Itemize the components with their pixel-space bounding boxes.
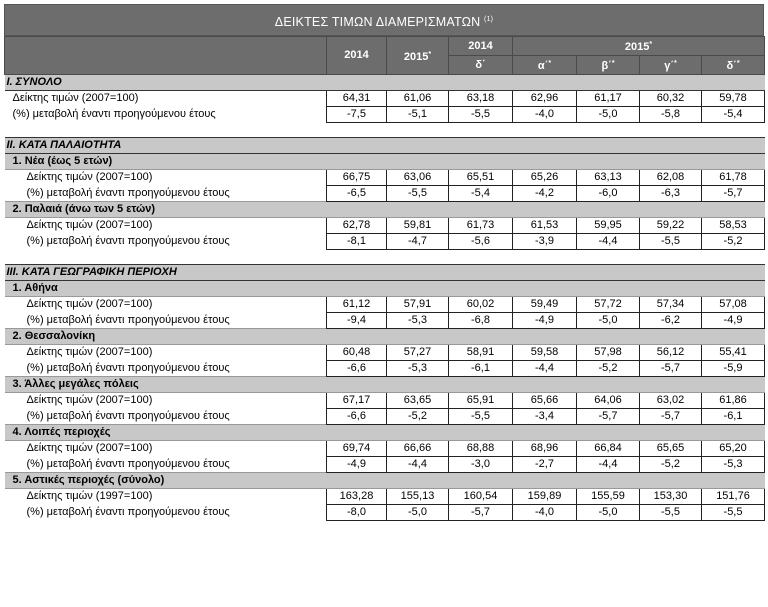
price-index-table-container bbox=[4, 4, 764, 521]
cell: -5,0 bbox=[577, 107, 640, 123]
cell: -5,7 bbox=[577, 409, 640, 425]
spacer-row bbox=[5, 250, 765, 265]
row-label: (%) μεταβολή έναντι προηγούμενου έτους bbox=[26, 235, 230, 247]
cell: -5,3 bbox=[702, 457, 765, 473]
cell: -8,0 bbox=[327, 505, 387, 521]
cell: -5,9 bbox=[702, 361, 765, 377]
subsection-title: 4. Λοιπές περιοχές bbox=[5, 425, 765, 441]
cell: -5,0 bbox=[577, 313, 640, 329]
cell: 58,53 bbox=[702, 218, 765, 234]
cell: -7,5 bbox=[327, 107, 387, 123]
header-group-2015: 2015* bbox=[513, 37, 765, 56]
cell: -4,4 bbox=[577, 234, 640, 250]
cell: 57,91 bbox=[387, 297, 449, 313]
cell: 61,12 bbox=[327, 297, 387, 313]
cell: -5,6 bbox=[449, 234, 513, 250]
header-col-2015: 2015* bbox=[387, 37, 449, 75]
row-label: Δείκτης τιμών (2007=100) bbox=[26, 171, 153, 184]
cell: 61,17 bbox=[577, 91, 640, 107]
row-label: (%) μεταβολή έναντι προηγούμενου έτους bbox=[26, 361, 230, 374]
cell: -5,7 bbox=[449, 505, 513, 521]
cell: 63,13 bbox=[577, 170, 640, 186]
cell: 59,95 bbox=[577, 218, 640, 234]
spacer-row bbox=[5, 123, 765, 138]
cell: 58,91 bbox=[449, 345, 513, 361]
header-col-2014-q4-year: 2014 bbox=[449, 37, 513, 56]
cell: 66,66 bbox=[387, 441, 449, 457]
cell: -6,6 bbox=[327, 409, 387, 425]
cell: 62,96 bbox=[513, 91, 577, 107]
cell: 63,06 bbox=[387, 170, 449, 186]
cell: -9,4 bbox=[327, 313, 387, 329]
cell: 61,53 bbox=[513, 218, 577, 234]
subsection-old bbox=[5, 202, 765, 218]
cell: 62,08 bbox=[640, 170, 702, 186]
table-row bbox=[5, 107, 765, 123]
table-row bbox=[5, 170, 765, 186]
row-label: Δείκτης τιμών (2007=100) bbox=[12, 92, 139, 105]
subsection-title: 1. Αθήνα bbox=[5, 281, 765, 297]
row-label: (%) μεταβολή έναντι προηγούμενου έτους bbox=[26, 457, 230, 470]
table-title bbox=[4, 4, 764, 36]
row-label: Δείκτης τιμών (2007=100) bbox=[26, 298, 153, 311]
cell: 65,66 bbox=[513, 393, 577, 409]
cell: -4,7 bbox=[387, 234, 449, 250]
section-total bbox=[5, 75, 765, 91]
row-label: (%) μεταβολή έναντι προηγούμενου έτους bbox=[26, 313, 230, 326]
table-row bbox=[5, 234, 765, 250]
cell: 159,89 bbox=[513, 489, 577, 505]
cell: 69,74 bbox=[327, 441, 387, 457]
row-label: (%) μεταβολή έναντι προηγούμενου έτους bbox=[12, 108, 216, 120]
table-row bbox=[5, 91, 765, 107]
section-by-region bbox=[5, 265, 765, 281]
cell: -4,9 bbox=[327, 457, 387, 473]
subsection-other-regions bbox=[5, 425, 765, 441]
cell: 155,59 bbox=[577, 489, 640, 505]
row-label: Δείκτης τιμών (2007=100) bbox=[26, 442, 153, 455]
subsection-title: 3. Άλλες μεγάλες πόλεις bbox=[5, 377, 765, 393]
cell: 63,65 bbox=[387, 393, 449, 409]
cell: -4,9 bbox=[702, 313, 765, 329]
cell: -5,0 bbox=[387, 505, 449, 521]
row-label: Δείκτης τιμών (1997=100) bbox=[26, 490, 153, 503]
header-col-q2: β΄* bbox=[577, 56, 640, 75]
cell: 151,76 bbox=[702, 489, 765, 505]
cell: -5,4 bbox=[449, 186, 513, 202]
header-col-q4: δ΄* bbox=[702, 56, 765, 75]
row-label: Δείκτης τιμών (2007=100) bbox=[26, 346, 153, 359]
cell: 61,78 bbox=[702, 170, 765, 186]
header-col-2014-q4: δ΄ bbox=[449, 56, 513, 75]
cell: 63,18 bbox=[449, 91, 513, 107]
header-label-column bbox=[5, 37, 327, 75]
price-index-table bbox=[4, 36, 765, 521]
cell: 68,88 bbox=[449, 441, 513, 457]
section-by-age bbox=[5, 138, 765, 154]
table-row bbox=[5, 218, 765, 234]
table-row bbox=[5, 457, 765, 473]
cell: -5,5 bbox=[449, 409, 513, 425]
cell: 59,49 bbox=[513, 297, 577, 313]
table-row bbox=[5, 409, 765, 425]
cell: -5,2 bbox=[387, 409, 449, 425]
cell: -4,9 bbox=[513, 313, 577, 329]
cell: 163,28 bbox=[327, 489, 387, 505]
cell: 64,06 bbox=[577, 393, 640, 409]
cell: 57,98 bbox=[577, 345, 640, 361]
row-label: (%) μεταβολή έναντι προηγούμενου έτους bbox=[26, 409, 230, 422]
cell: 153,30 bbox=[640, 489, 702, 505]
cell: -5,3 bbox=[387, 361, 449, 377]
cell: 65,51 bbox=[449, 170, 513, 186]
header-col-2014: 2014 bbox=[327, 37, 387, 75]
cell: 66,75 bbox=[327, 170, 387, 186]
cell: 56,12 bbox=[640, 345, 702, 361]
cell: 57,72 bbox=[577, 297, 640, 313]
cell: -4,2 bbox=[513, 186, 577, 202]
table-row bbox=[5, 186, 765, 202]
cell: 65,26 bbox=[513, 170, 577, 186]
cell: 65,65 bbox=[640, 441, 702, 457]
cell: 160,54 bbox=[449, 489, 513, 505]
cell: -8,1 bbox=[327, 234, 387, 250]
cell: -5,7 bbox=[640, 409, 702, 425]
cell: -4,0 bbox=[513, 505, 577, 521]
cell: -4,4 bbox=[513, 361, 577, 377]
cell: 57,08 bbox=[702, 297, 765, 313]
cell: -6,3 bbox=[640, 186, 702, 202]
table-row bbox=[5, 361, 765, 377]
cell: 60,02 bbox=[449, 297, 513, 313]
row-label: Δείκτης τιμών (2007=100) bbox=[26, 394, 153, 407]
cell: -6,0 bbox=[577, 186, 640, 202]
cell: 61,73 bbox=[449, 218, 513, 234]
cell: 60,48 bbox=[327, 345, 387, 361]
cell: -6,6 bbox=[327, 361, 387, 377]
cell: 67,17 bbox=[327, 393, 387, 409]
cell: 59,78 bbox=[702, 91, 765, 107]
cell: -5,3 bbox=[387, 313, 449, 329]
subsection-title: 1. Νέα (έως 5 ετών) bbox=[5, 154, 765, 170]
cell: -5,2 bbox=[702, 234, 765, 250]
table-row bbox=[5, 297, 765, 313]
subsection-athens bbox=[5, 281, 765, 297]
subsection-title: 2. Παλαιά (άνω των 5 ετών) bbox=[5, 202, 765, 218]
table-row bbox=[5, 345, 765, 361]
cell: -5,2 bbox=[640, 457, 702, 473]
cell: -4,4 bbox=[387, 457, 449, 473]
cell: 59,22 bbox=[640, 218, 702, 234]
subsection-urban-total bbox=[5, 473, 765, 489]
subsection-thessaloniki bbox=[5, 329, 765, 345]
cell: 64,31 bbox=[327, 91, 387, 107]
cell: 57,34 bbox=[640, 297, 702, 313]
cell: -5,1 bbox=[387, 107, 449, 123]
cell: 63,02 bbox=[640, 393, 702, 409]
table-row bbox=[5, 441, 765, 457]
cell: 57,27 bbox=[387, 345, 449, 361]
cell: -4,4 bbox=[577, 457, 640, 473]
cell: -5,5 bbox=[449, 107, 513, 123]
cell: -4,0 bbox=[513, 107, 577, 123]
cell: 65,20 bbox=[702, 441, 765, 457]
subsection-title: 2. Θεσσαλονίκη bbox=[5, 329, 765, 345]
row-label: Δείκτης τιμών (2007=100) bbox=[26, 219, 153, 232]
section-title: II. ΚΑΤΑ ΠΑΛΑΙΟΤΗΤΑ bbox=[5, 138, 765, 154]
header-col-q1: α΄* bbox=[513, 56, 577, 75]
row-label: (%) μεταβολή έναντι προηγούμενου έτους bbox=[26, 506, 230, 518]
row-label: (%) μεταβολή έναντι προηγούμενου έτους bbox=[26, 186, 230, 199]
section-title: I. ΣΥΝΟΛΟ bbox=[5, 75, 765, 91]
cell: -3,9 bbox=[513, 234, 577, 250]
cell: -3,0 bbox=[449, 457, 513, 473]
cell: -5,5 bbox=[640, 505, 702, 521]
cell: 155,13 bbox=[387, 489, 449, 505]
cell: 59,81 bbox=[387, 218, 449, 234]
cell: -5,0 bbox=[577, 505, 640, 521]
cell: -5,2 bbox=[577, 361, 640, 377]
cell: 66,84 bbox=[577, 441, 640, 457]
cell: 62,78 bbox=[327, 218, 387, 234]
cell: 59,58 bbox=[513, 345, 577, 361]
cell: 55,41 bbox=[702, 345, 765, 361]
cell: 65,91 bbox=[449, 393, 513, 409]
cell: 61,06 bbox=[387, 91, 449, 107]
cell: -5,5 bbox=[387, 186, 449, 202]
cell: 68,96 bbox=[513, 441, 577, 457]
cell: -6,1 bbox=[702, 409, 765, 425]
table-title-footnote: (1) bbox=[484, 16, 494, 23]
cell: 61,86 bbox=[702, 393, 765, 409]
table-row bbox=[5, 489, 765, 505]
cell: -5,5 bbox=[640, 234, 702, 250]
cell: 60,32 bbox=[640, 91, 702, 107]
header-row-top bbox=[5, 37, 765, 56]
cell: -3,4 bbox=[513, 409, 577, 425]
table-title-text: ΔΕΙΚΤΕΣ ΤΙΜΩΝ ΔΙΑΜΕΡΙΣΜΑΤΩΝ bbox=[274, 15, 481, 29]
cell: -5,4 bbox=[702, 107, 765, 123]
cell: -5,8 bbox=[640, 107, 702, 123]
table-row bbox=[5, 505, 765, 521]
cell: -5,7 bbox=[702, 186, 765, 202]
cell: -5,7 bbox=[640, 361, 702, 377]
cell: -5,5 bbox=[702, 505, 765, 521]
section-title: III. ΚΑΤΑ ΓΕΩΓΡΑΦΙΚΗ ΠΕΡΙΟΧΗ bbox=[5, 265, 765, 281]
cell: -6,1 bbox=[449, 361, 513, 377]
subsection-other-large-cities bbox=[5, 377, 765, 393]
table-row bbox=[5, 313, 765, 329]
table-row bbox=[5, 393, 765, 409]
cell: -6,2 bbox=[640, 313, 702, 329]
cell: -2,7 bbox=[513, 457, 577, 473]
subsection-new bbox=[5, 154, 765, 170]
header-col-q3: γ΄* bbox=[640, 56, 702, 75]
cell: -6,5 bbox=[327, 186, 387, 202]
cell: -6,8 bbox=[449, 313, 513, 329]
subsection-title: 5. Αστικές περιοχές (σύνολο) bbox=[5, 473, 765, 489]
